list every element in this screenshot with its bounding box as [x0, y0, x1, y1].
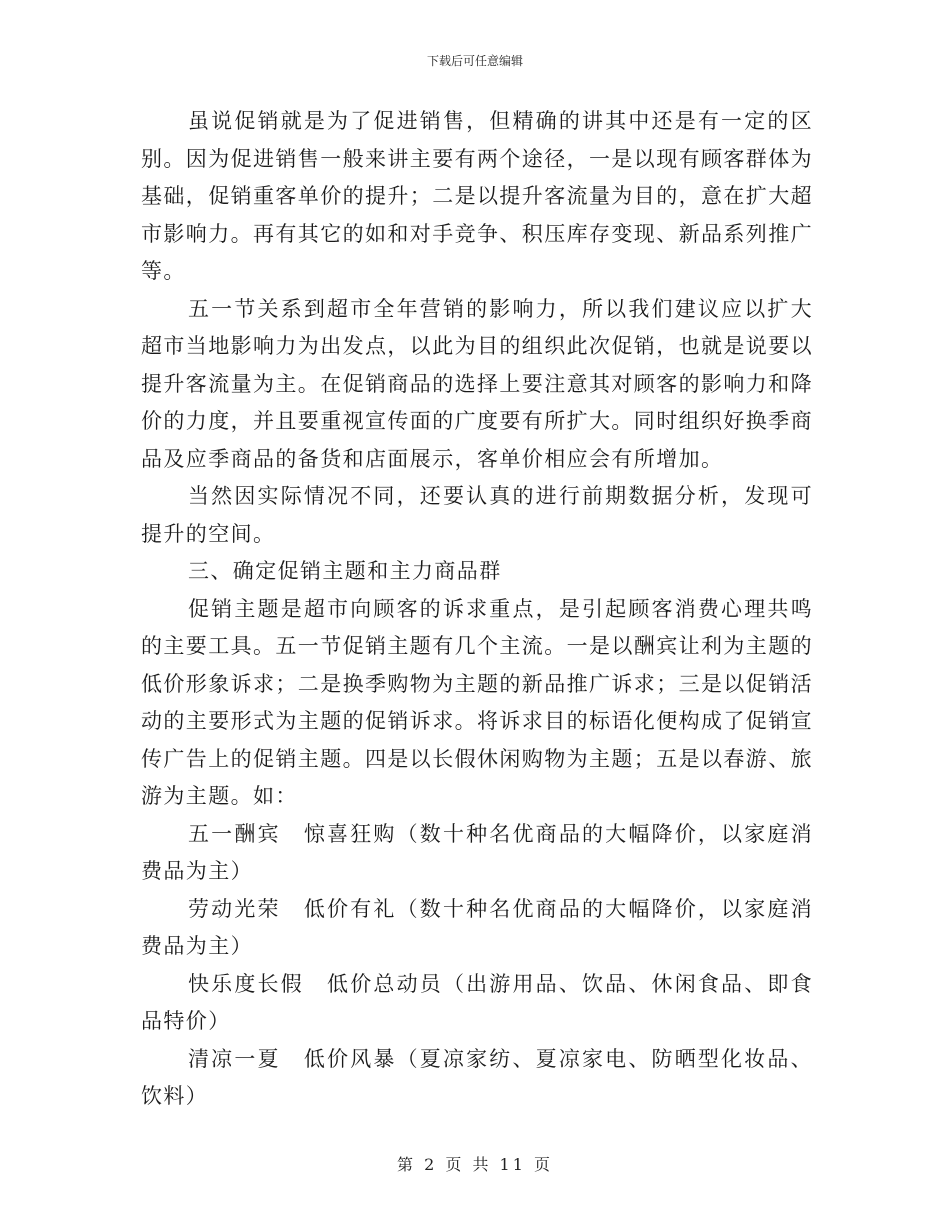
page-number: 第 2 页 共 11 页	[397, 1155, 553, 1174]
theme-example-2: 劳动光荣 低价有礼（数十种名优商品的大幅降价，以家庭消费品为主）	[141, 896, 813, 958]
theme-example-4: 清凉一夏 低价风暴（夏凉家纺、夏凉家电、防晒型化妆品、饮料）	[141, 1046, 813, 1108]
theme-example-1: 五一酬宾 惊喜狂购（数十种名优商品的大幅降价，以家庭消费品为主）	[141, 821, 813, 883]
page-header: 下载后可任意编辑	[426, 54, 523, 68]
section-heading-theme: 三、确定促销主题和主力商品群	[188, 559, 502, 583]
document-body	[141, 103, 813, 1116]
theme-example-3: 快乐度长假 低价总动员（出游用品、饮品、休闲食品、即食品特价）	[141, 971, 813, 1033]
paragraph-promotion-definition: 虽说促销就是为了促进销售，但精确的讲其中还是有一定的区别。因为促进销售一般来讲主要有两个途径，一是以现有顾客群体为基础，促销重客单价的提升；二是以提升客流量为目的，意在扩大超市影响力。再有其它的如和对手竞争、积压库存变现、新品系列推广等。	[141, 109, 813, 283]
paragraph-mayday-influence: 五一节关系到超市全年营销的影响力，所以我们建议应以扩大超市当地影响力为出发点，以此为目的组织此次促销，也就是说要以提升客流量为主。在促销商品的选择上要注意其对顾客的影响力和降价的力度，并且要重视宣传面的广度要有所扩大。同时组织好换季商品及应季商品的备货和店面展示，客单价相应会有所增加。	[141, 296, 813, 471]
paragraph-promotion-theme: 促销主题是超市向顾客的诉求重点，是引起顾客消费心理共鸣的主要工具。五一节促销主题有几个主流。一是以酬宾让利为主题的低价形象诉求；二是换季购物为主题的新品推广诉求；三是以促销活动的主要形式为主题的促销诉求。将诉求目的标语化便构成了促销宣传广告上的促销主题。四是以长假休闲购物为主题；五是以春游、旅游为主题。如：	[141, 596, 813, 808]
paragraph-data-analysis: 当然因实际情况不同，还要认真的进行前期数据分析，发现可提升的空间。	[141, 484, 813, 546]
